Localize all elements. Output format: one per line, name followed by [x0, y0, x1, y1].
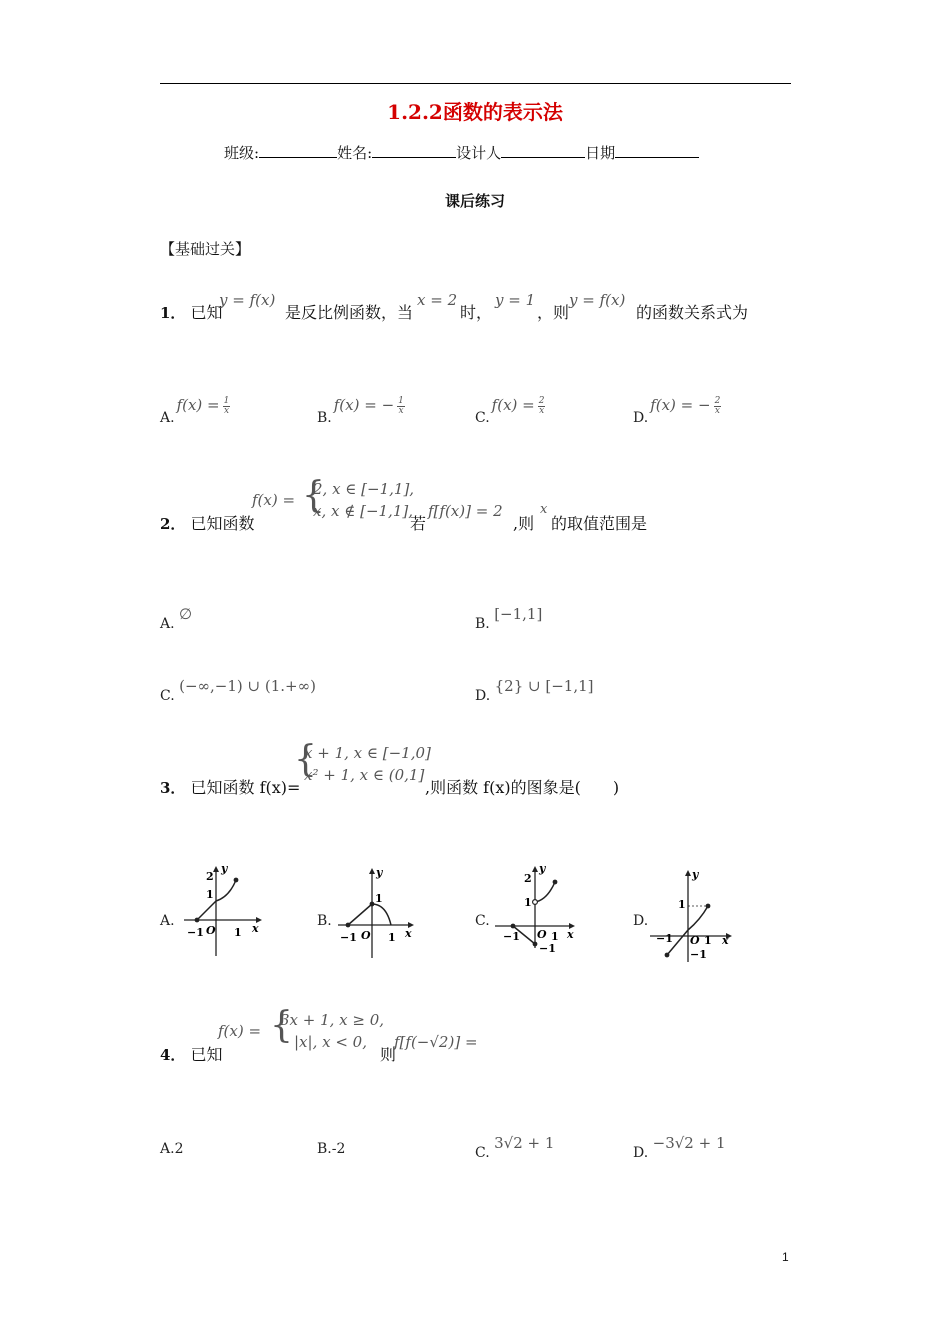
q4-case-2: |x|, x < 0,	[294, 1033, 367, 1051]
gb-o: O	[361, 929, 371, 942]
question-2-number: 2．	[160, 515, 186, 533]
q1-math-3: y = 1	[495, 291, 536, 309]
q3-graph-a[interactable]	[184, 862, 266, 958]
class-blank[interactable]	[259, 157, 337, 158]
q2-option-c-label: C.	[160, 688, 175, 704]
gd-y: y	[692, 868, 699, 881]
q1-option-d-fraction	[714, 397, 722, 416]
q1-option-b-numerator: 1	[398, 395, 404, 406]
q3-case-2: x² + 1, x ∈ (0,1]	[304, 766, 425, 784]
q3-option-a[interactable]: A.	[160, 913, 175, 929]
q1-math-2: x = 2	[417, 291, 458, 309]
q4-option-b-expr: -2	[331, 1141, 346, 1157]
q1-option-c-numerator: 2	[538, 395, 545, 406]
q1-option-c[interactable]	[475, 395, 545, 426]
q2-option-b-label: B.	[475, 616, 490, 632]
q4-option-c[interactable]	[475, 1134, 555, 1161]
question-2	[160, 511, 255, 534]
q1-text-3: 时，	[460, 303, 493, 322]
gb-one: 1	[375, 892, 383, 905]
q4-option-c-label: C.	[475, 1145, 490, 1161]
ga-neg-one: −1	[187, 926, 204, 939]
q1-text-2: 是反比例函数，当	[285, 303, 414, 322]
q1-option-a-expr: f(x) =	[176, 396, 220, 414]
ga-x: x	[252, 922, 259, 935]
q2-option-a-label: A.	[160, 616, 175, 632]
q2-text-3: ,则	[513, 514, 535, 533]
q4-option-d-label: D.	[633, 1145, 649, 1161]
q4-option-d[interactable]	[633, 1134, 726, 1161]
q1-math-4: y = f(x)	[569, 291, 626, 309]
ga-x-one: 1	[234, 926, 242, 939]
gc-x: x	[567, 928, 574, 941]
gc-two: 2	[524, 872, 532, 885]
q1-text-5: 的函数关系式为	[636, 303, 749, 322]
gb-y: y	[376, 866, 383, 879]
question-1	[160, 300, 223, 323]
q3-brace: {	[294, 739, 317, 780]
q1-option-b-fraction	[397, 397, 405, 416]
q1-option-d-label: D.	[633, 410, 649, 426]
q2-option-b[interactable]	[475, 605, 543, 632]
page-number: 1	[782, 1250, 789, 1264]
q4-expr: f[f(−√2)] =	[394, 1033, 478, 1051]
q2-condition: f[f(x)] = 2	[428, 502, 503, 520]
date-label: 日期	[585, 144, 616, 162]
q1-math-1: y = f(x)	[219, 291, 276, 309]
q3-text-1: 已知函数 f(x)=	[190, 778, 301, 797]
q1-option-d[interactable]	[633, 395, 721, 426]
gc-o: O	[537, 928, 547, 941]
q1-option-c-denominator: x	[539, 405, 545, 416]
gb-x: x	[405, 927, 412, 940]
q3-text-2: ,则函数 f(x)的图象是( )	[425, 778, 620, 797]
gb-neg-one: −1	[340, 931, 357, 944]
gd-x-one: 1	[704, 934, 712, 947]
q2-text-1: 已知函数	[190, 514, 255, 533]
gc-x-one: 1	[551, 930, 559, 943]
q2-case-1: 2, x ∈ [−1,1],	[313, 480, 415, 498]
q2-fx: f(x) =	[252, 491, 296, 509]
section-heading: 课后练习	[444, 192, 505, 210]
q1-text-1: 已知	[190, 303, 223, 322]
q2-option-d[interactable]	[475, 677, 594, 704]
q4-option-d-expr: −3√2 + 1	[652, 1134, 726, 1152]
q4-option-a-expr: 2	[174, 1141, 184, 1157]
q4-case-1: 3x + 1, x ≥ 0,	[280, 1011, 385, 1029]
q1-option-a-denominator: x	[223, 405, 230, 416]
question-1-number: 1．	[160, 304, 186, 322]
q2-brace: {	[302, 475, 325, 516]
q3-graph-c[interactable]	[495, 860, 581, 956]
q4-brace: {	[270, 1005, 293, 1046]
q4-text-1: 已知	[190, 1045, 223, 1064]
q1-option-d-expr: f(x) = −	[650, 396, 711, 414]
q4-option-a[interactable]	[160, 1141, 183, 1157]
q2-option-d-label: D.	[475, 688, 491, 704]
subsection-heading: 【基础过关】	[160, 240, 251, 258]
class-label: 班级:	[224, 144, 260, 162]
question-3-number: 3．	[160, 779, 186, 797]
gd-x: x	[722, 934, 729, 947]
q2-text-2: 若	[410, 514, 427, 533]
gc-y: y	[539, 862, 546, 875]
q1-option-b-denominator: x	[398, 405, 404, 416]
ga-two: 2	[206, 870, 214, 883]
q4-fx: f(x) =	[218, 1022, 262, 1040]
q4-option-b-label: B.	[317, 1141, 332, 1157]
name-blank[interactable]	[372, 157, 456, 158]
question-4	[160, 1042, 223, 1065]
q3-option-c[interactable]: C.	[475, 913, 490, 929]
gb-x-one: 1	[388, 931, 396, 944]
ga-o: O	[206, 924, 216, 937]
q3-option-b[interactable]: B.	[317, 913, 332, 929]
q2-option-a[interactable]	[160, 605, 193, 632]
q4-option-a-label: A.	[160, 1141, 175, 1157]
designer-blank[interactable]	[501, 157, 585, 158]
q4-option-b[interactable]	[317, 1141, 345, 1157]
q3-option-d[interactable]: D.	[633, 913, 649, 929]
gd-o: O	[690, 934, 700, 947]
q1-option-a[interactable]	[160, 395, 230, 426]
q1-option-d-denominator: x	[714, 405, 720, 416]
q2-option-d-expr: {2} ∪ [−1,1]	[494, 677, 594, 695]
gd-neg-one-y: −1	[690, 948, 707, 961]
info-line	[224, 142, 699, 163]
q2-option-c[interactable]	[160, 677, 316, 704]
q2-var: x	[540, 502, 548, 517]
date-blank[interactable]	[615, 157, 699, 158]
designer-label: 设计人	[456, 144, 502, 162]
page-title: 1.2.2函数的表示法	[387, 100, 563, 124]
q1-option-c-label: C.	[475, 410, 490, 426]
q1-option-a-fraction	[223, 397, 231, 416]
header-rule	[160, 83, 791, 84]
q2-option-b-expr: [−1,1]	[494, 605, 543, 623]
q2-text-4: 的取值范围是	[551, 514, 648, 533]
gc-neg-one: −1	[503, 930, 520, 943]
q2-option-c-expr: (−∞,−1) ∪ (1.+∞)	[179, 677, 316, 695]
q1-option-b-label: B.	[317, 410, 332, 426]
q1-text-4: ，则	[537, 303, 570, 322]
q2-case-2: x, x ∉ [−1,1],	[313, 502, 413, 520]
question-3	[160, 775, 300, 798]
q4-option-c-expr: 3√2 + 1	[494, 1134, 555, 1152]
q4-text-2: 则	[380, 1045, 397, 1064]
q1-option-b[interactable]	[317, 395, 405, 426]
q1-option-a-label: A.	[160, 410, 175, 426]
gc-one: 1	[524, 896, 532, 909]
gc-neg-one-y: −1	[539, 942, 556, 955]
gd-one: 1	[678, 898, 686, 911]
q1-option-c-expr: f(x) =	[491, 396, 535, 414]
ga-one: 1	[206, 888, 214, 901]
ga-y: y	[221, 862, 228, 875]
q2-option-a-expr: ∅	[179, 605, 193, 623]
q3-graph-b[interactable]	[338, 862, 420, 958]
q1-option-c-fraction	[538, 397, 546, 416]
question-4-number: 4．	[160, 1046, 186, 1064]
q1-option-d-numerator: 2	[714, 395, 721, 406]
gd-neg-one: −1	[656, 932, 673, 945]
q3-case-1: x + 1, x ∈ [−1,0]	[304, 744, 431, 762]
q3-graph-d[interactable]	[650, 864, 736, 964]
q1-option-b-expr: f(x) = −	[333, 396, 395, 414]
q1-option-a-numerator: 1	[223, 395, 230, 406]
name-label: 姓名:	[337, 144, 373, 162]
